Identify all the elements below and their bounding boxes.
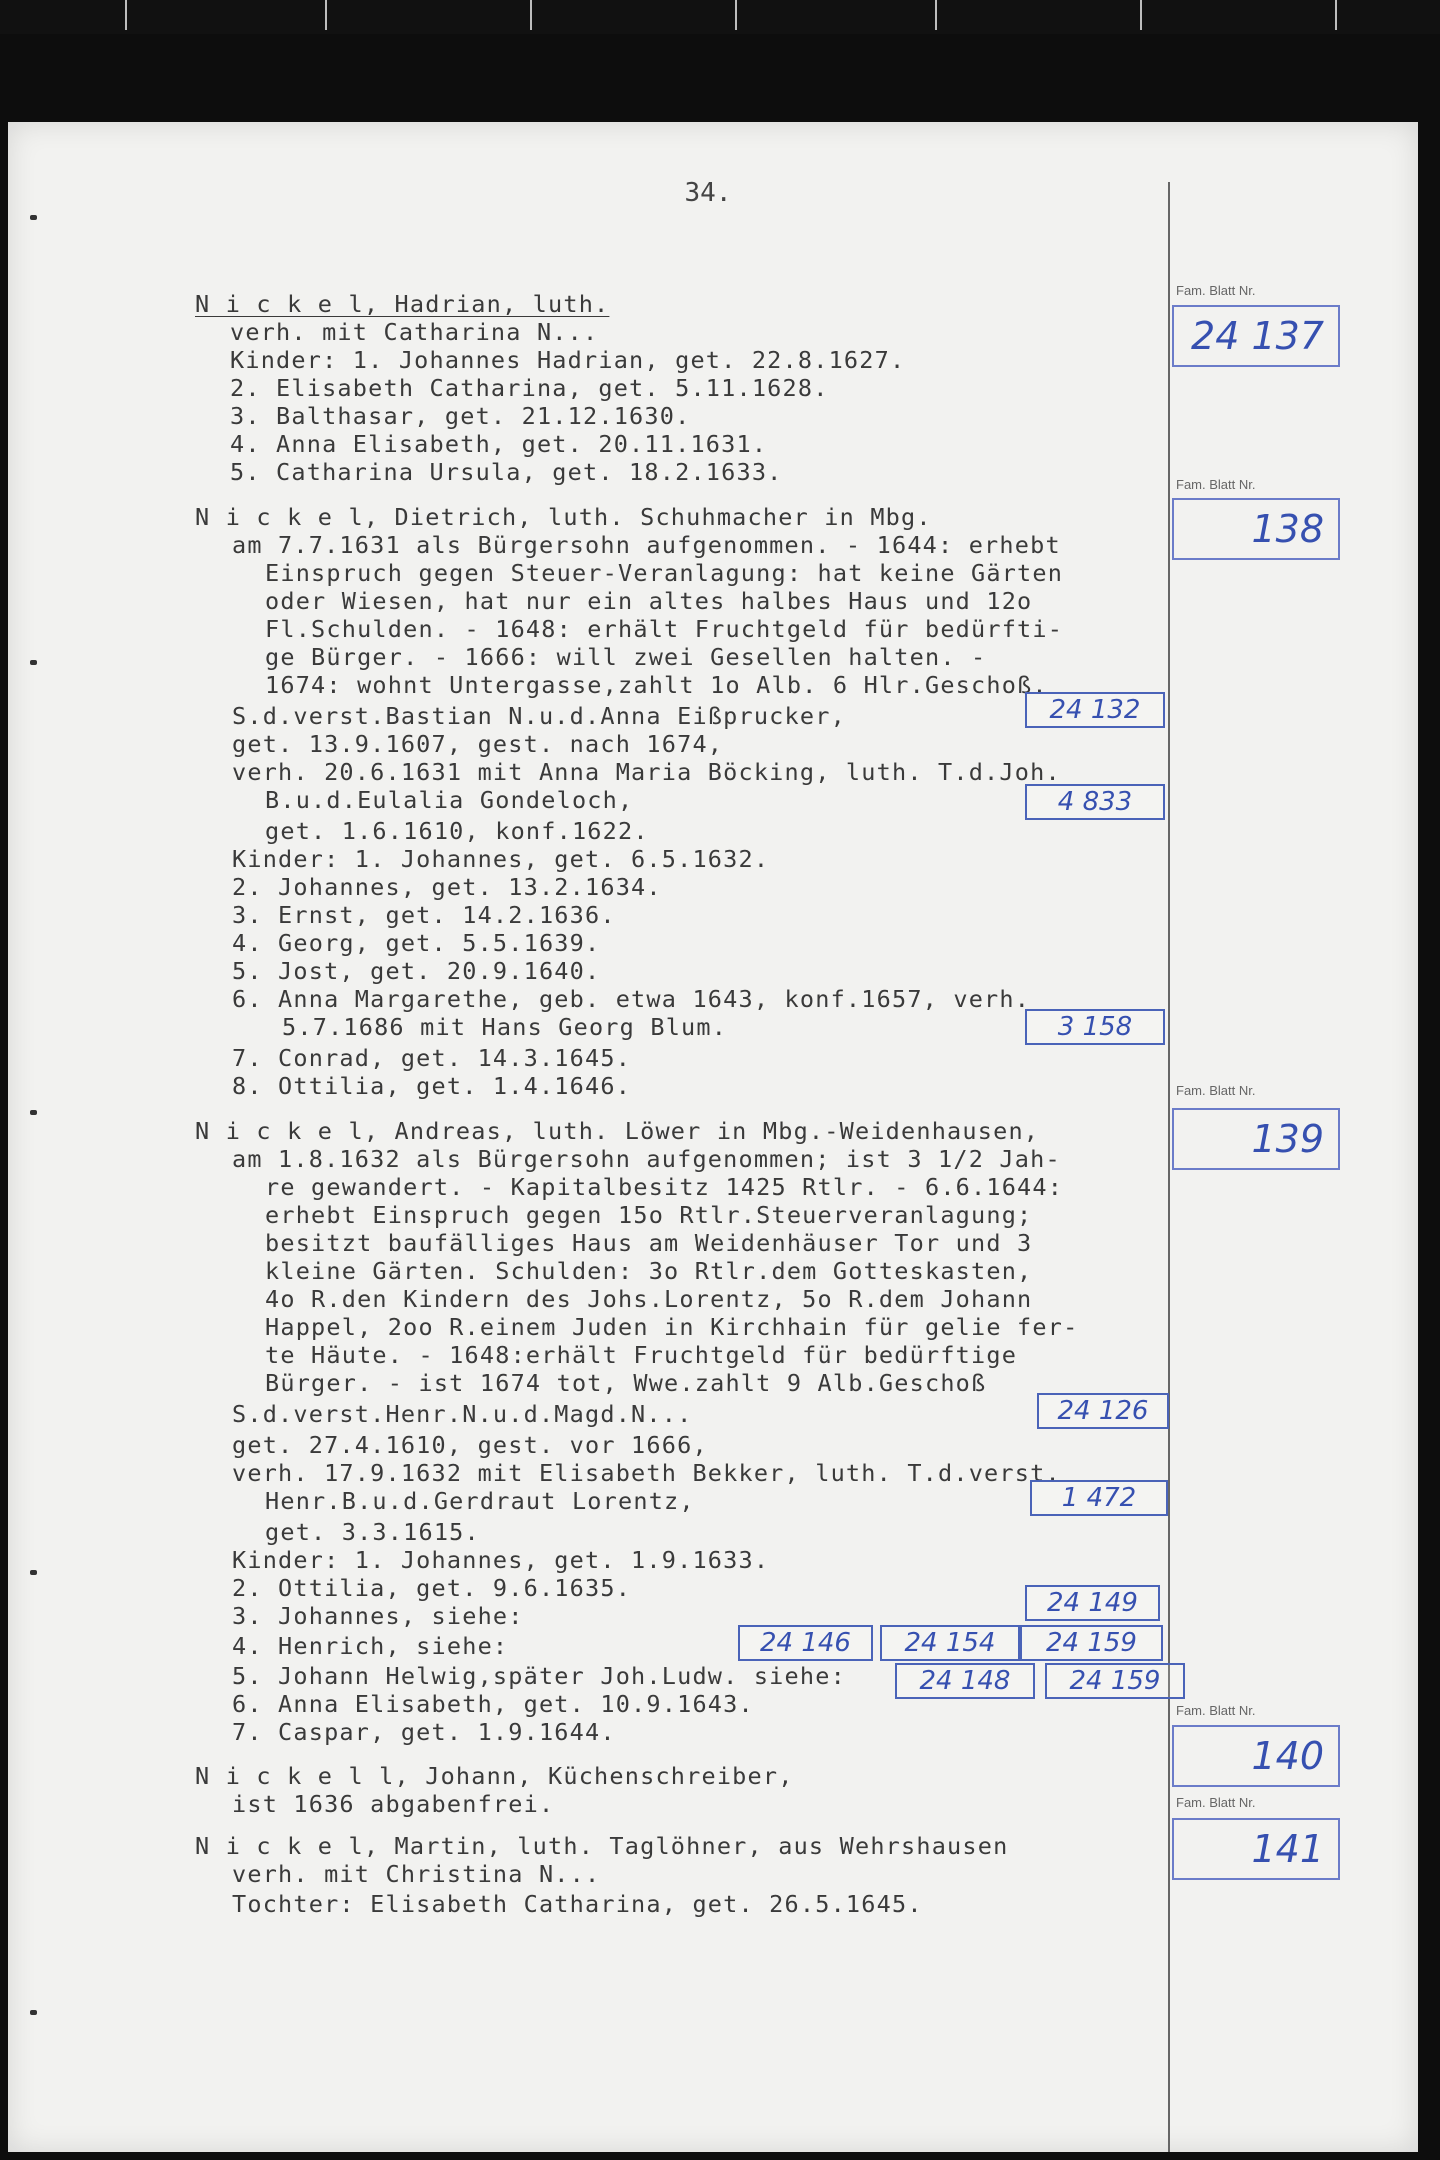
entry-line: verh. mit Catharina N... bbox=[230, 318, 599, 346]
entry-line: Bürger. - ist 1674 tot, Wwe.zahlt 9 Alb.Geschoß bbox=[265, 1369, 987, 1397]
fam-label: Fam. Blatt Nr. bbox=[1176, 477, 1256, 492]
entry-line: 2. Johannes, get. 13.2.1634. bbox=[232, 873, 662, 901]
entry-line: Kinder: 1. Johannes, get. 6.5.1632. bbox=[232, 845, 770, 873]
entry-line: 4. Henrich, siehe: bbox=[232, 1632, 509, 1660]
entry-line: B.u.d.Eulalia Gondeloch, bbox=[265, 786, 634, 814]
reference-box: 24 126 bbox=[1037, 1393, 1169, 1429]
entry-line: get. 13.9.1607, gest. nach 1674, bbox=[232, 730, 724, 758]
film-tick bbox=[325, 0, 327, 30]
entry-line: verh. 20.6.1631 mit Anna Maria Böcking, luth. T.d.Joh. bbox=[232, 758, 1061, 786]
entry-line: 6. Anna Elisabeth, get. 10.9.1643. bbox=[232, 1690, 754, 1718]
entry-line: 7. Conrad, get. 14.3.1645. bbox=[232, 1044, 632, 1072]
reference-box: 1 472 bbox=[1030, 1480, 1168, 1516]
entry-line: 7. Caspar, get. 1.9.1644. bbox=[232, 1718, 616, 1746]
film-tick bbox=[935, 0, 937, 30]
film-tick bbox=[125, 0, 127, 30]
entry-line: Einspruch gegen Steuer-Veranlagung: hat keine Gärten bbox=[265, 559, 1064, 587]
entry-heading: N i c k e l l, Johann, Küchenschreiber, bbox=[195, 1762, 794, 1790]
entry-line: 6. Anna Margarethe, geb. etwa 1643, konf.1657, verh. bbox=[232, 985, 1031, 1013]
fam-label: Fam. Blatt Nr. bbox=[1176, 283, 1256, 298]
fam-number-box: 141 bbox=[1172, 1818, 1340, 1880]
film-strip bbox=[0, 0, 1440, 34]
film-tick bbox=[1335, 0, 1337, 30]
entry-line: verh. 17.9.1632 mit Elisabeth Bekker, luth. T.d.verst. bbox=[232, 1459, 1061, 1487]
film-tick bbox=[1140, 0, 1142, 30]
entry-line: 3. Balthasar, get. 21.12.1630. bbox=[230, 402, 691, 430]
entry-line: Kinder: 1. Johannes, get. 1.9.1633. bbox=[232, 1546, 770, 1574]
entry-line: besitzt baufälliges Haus am Weidenhäuser Tor und 3 bbox=[265, 1229, 1033, 1257]
entry-line: 5. Johann Helwig,später Joh.Ludw. siehe: bbox=[232, 1662, 846, 1690]
reference-box: 4 833 bbox=[1025, 784, 1165, 820]
punch-mark bbox=[30, 1570, 37, 1575]
entry-line: te Häute. - 1648:erhält Fruchtgeld für bedürftige bbox=[265, 1341, 1018, 1369]
entry-line: 2. Ottilia, get. 9.6.1635. bbox=[232, 1574, 632, 1602]
entry-line: am 7.7.1631 als Bürgersohn aufgenommen. - 1644: erhebt bbox=[232, 531, 1061, 559]
reference-box: 24 159 bbox=[1045, 1663, 1185, 1699]
reference-box: 24 148 bbox=[895, 1663, 1035, 1699]
entry-line: ge Bürger. - 1666: will zwei Gesellen halten. - bbox=[265, 643, 987, 671]
entry-line: verh. mit Christina N... bbox=[232, 1860, 601, 1888]
entry-line: Kinder: 1. Johannes Hadrian, get. 22.8.1627. bbox=[230, 346, 906, 374]
entry-line: Henr.B.u.d.Gerdraut Lorentz, bbox=[265, 1487, 695, 1515]
fam-label: Fam. Blatt Nr. bbox=[1176, 1083, 1256, 1098]
fam-label: Fam. Blatt Nr. bbox=[1176, 1703, 1256, 1718]
punch-mark bbox=[30, 660, 37, 665]
film-tick bbox=[530, 0, 532, 30]
page-number: 34. bbox=[684, 178, 732, 208]
fam-number-box: 138 bbox=[1172, 498, 1340, 560]
entry-line: re gewandert. - Kapitalbesitz 1425 Rtlr. - 6.6.1644: bbox=[265, 1173, 1064, 1201]
entry-line: 4o R.den Kindern des Johs.Lorentz, 5o R.dem Johann bbox=[265, 1285, 1033, 1313]
entry-heading: N i c k e l, Hadrian, luth. bbox=[195, 290, 610, 318]
entry-line: Fl.Schulden. - 1648: erhält Fruchtgeld für bedürfti- bbox=[265, 615, 1064, 643]
entry-heading: N i c k e l, Martin, luth. Taglöhner, aus Wehrshausen bbox=[195, 1832, 1009, 1860]
entry-line: ist 1636 abgabenfrei. bbox=[232, 1790, 555, 1818]
entry-line: S.d.verst.Bastian N.u.d.Anna Eißprucker, bbox=[232, 702, 846, 730]
reference-box: 24 149 bbox=[1025, 1585, 1160, 1621]
entry-line: S.d.verst.Henr.N.u.d.Magd.N... bbox=[232, 1400, 693, 1428]
punch-mark bbox=[30, 1110, 37, 1115]
entry-line: get. 27.4.1610, gest. vor 1666, bbox=[232, 1431, 708, 1459]
entry-line: oder Wiesen, hat nur ein altes halbes Haus und 12o bbox=[265, 587, 1033, 615]
reference-box: 24 154 bbox=[880, 1625, 1020, 1661]
reference-box: 24 146 bbox=[738, 1625, 873, 1661]
reference-box: 3 158 bbox=[1025, 1009, 1165, 1045]
entry-line: 4. Anna Elisabeth, get. 20.11.1631. bbox=[230, 430, 768, 458]
entry-line: 3. Ernst, get. 14.2.1636. bbox=[232, 901, 616, 929]
entry-line: 5. Jost, get. 20.9.1640. bbox=[232, 957, 601, 985]
film-tick bbox=[735, 0, 737, 30]
entry-line: Tochter: Elisabeth Catharina, get. 26.5.1645. bbox=[232, 1890, 923, 1918]
fam-number-box: 24 137 bbox=[1172, 305, 1340, 367]
entry-line: get. 3.3.1615. bbox=[265, 1518, 480, 1546]
reference-box: 24 159 bbox=[1020, 1625, 1163, 1661]
entry-line: 8. Ottilia, get. 1.4.1646. bbox=[232, 1072, 632, 1100]
entry-heading: N i c k e l, Dietrich, luth. Schuhmacher in Mbg. bbox=[195, 503, 932, 531]
entry-line: 2. Elisabeth Catharina, get. 5.11.1628. bbox=[230, 374, 829, 402]
punch-mark bbox=[30, 2010, 37, 2015]
entry-line: 5.7.1686 mit Hans Georg Blum. bbox=[282, 1013, 728, 1041]
margin-rule bbox=[1168, 182, 1170, 2152]
entry-line: Happel, 2oo R.einem Juden in Kirchhain für gelie fer- bbox=[265, 1313, 1079, 1341]
entry-line: am 1.8.1632 als Bürgersohn aufgenommen; ist 3 1/2 Jah- bbox=[232, 1145, 1061, 1173]
fam-number-box: 140 bbox=[1172, 1725, 1340, 1787]
reference-box: 24 132 bbox=[1025, 692, 1165, 728]
entry-line: kleine Gärten. Schulden: 3o Rtlr.dem Gotteskasten, bbox=[265, 1257, 1033, 1285]
entry-line: erhebt Einspruch gegen 15o Rtlr.Steuerveranlagung; bbox=[265, 1201, 1033, 1229]
entry-heading: N i c k e l, Andreas, luth. Löwer in Mbg.-Weidenhausen, bbox=[195, 1117, 1040, 1145]
fam-number-box: 139 bbox=[1172, 1108, 1340, 1170]
entry-line: 4. Georg, get. 5.5.1639. bbox=[232, 929, 601, 957]
entry-line: 3. Johannes, siehe: bbox=[232, 1602, 524, 1630]
fam-label: Fam. Blatt Nr. bbox=[1176, 1795, 1256, 1810]
entry-line: 5. Catharina Ursula, get. 18.2.1633. bbox=[230, 458, 783, 486]
entry-line: get. 1.6.1610, konf.1622. bbox=[265, 817, 649, 845]
entry-line: 1674: wohnt Untergasse,zahlt 1o Alb. 6 Hlr.Geschoß. bbox=[265, 671, 1048, 699]
punch-mark bbox=[30, 215, 37, 220]
